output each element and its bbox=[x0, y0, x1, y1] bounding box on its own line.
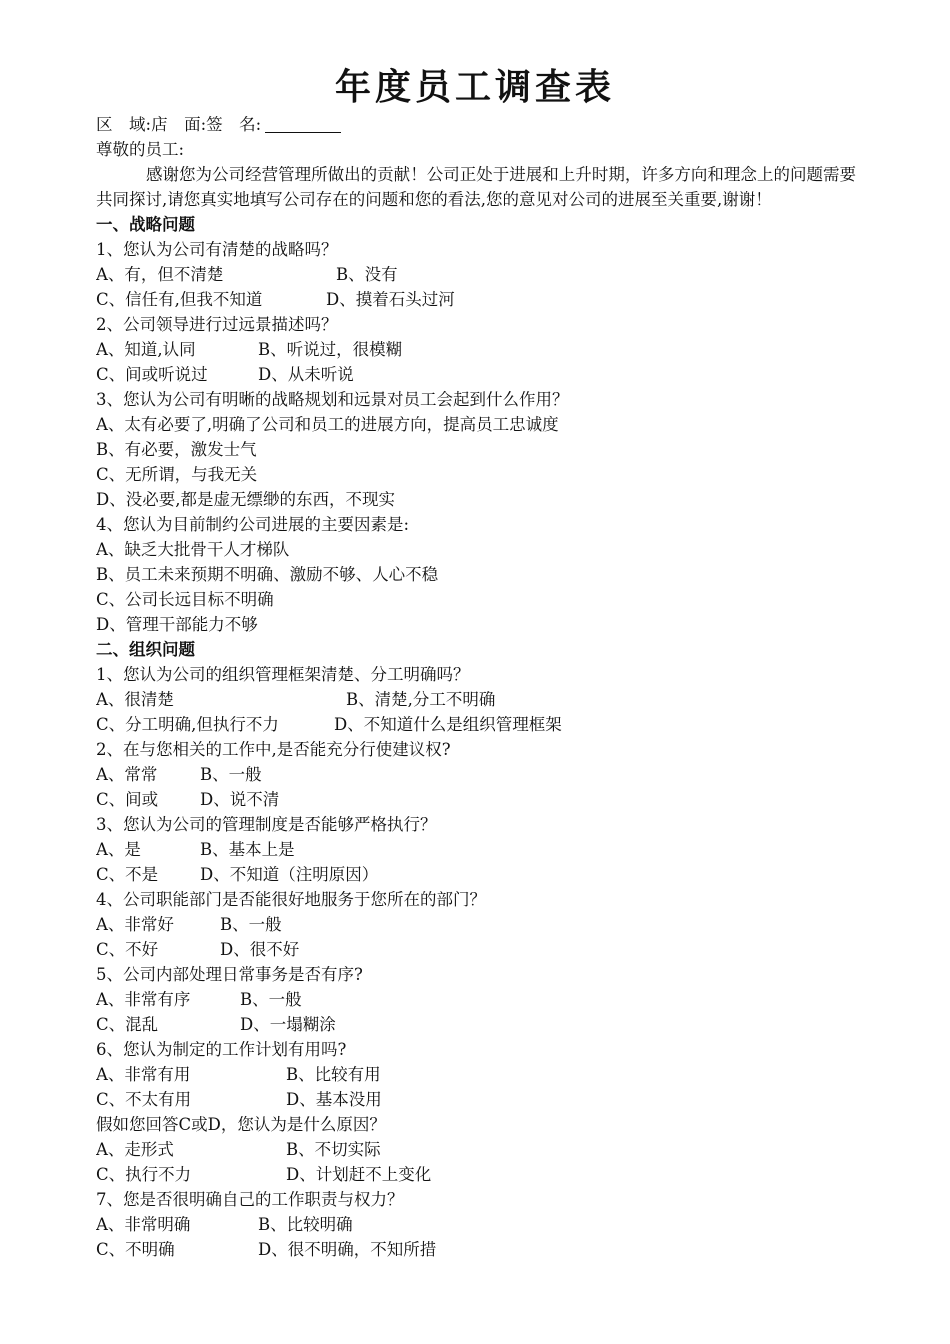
option-row bbox=[96, 362, 856, 387]
option-row bbox=[96, 1237, 856, 1262]
option[interactable]: C、不好 bbox=[96, 940, 159, 959]
option-row bbox=[96, 612, 856, 637]
region-label: 区 域: bbox=[96, 115, 152, 134]
option-row bbox=[96, 1062, 856, 1087]
option[interactable]: C、不是 bbox=[96, 865, 159, 884]
option[interactable]: D、不知道什么是组织管理框架 bbox=[334, 715, 562, 734]
header-fields bbox=[96, 112, 856, 137]
option-row bbox=[96, 437, 856, 462]
option[interactable]: C、不明确 bbox=[96, 1240, 175, 1259]
option[interactable]: B、不切实际 bbox=[286, 1140, 381, 1159]
option[interactable]: C、不太有用 bbox=[96, 1090, 192, 1109]
option-row bbox=[96, 762, 856, 787]
question-text: 6、您认为制定的工作计划有用吗? bbox=[96, 1040, 347, 1059]
option[interactable]: A、太有必要了,明确了公司和员工的进展方向，提高员工忠诚度 bbox=[96, 415, 559, 434]
survey-body bbox=[96, 112, 856, 1262]
question-text: 3、您认为公司有明晰的战略规划和远景对员工会起到什么作用？ bbox=[96, 390, 569, 409]
section-heading-strategy: 一、战略问题 bbox=[96, 215, 195, 234]
option[interactable]: B、一般 bbox=[200, 765, 262, 784]
option[interactable]: B、比较有用 bbox=[286, 1065, 381, 1084]
question-text: 5、公司内部处理日常事务是否有序? bbox=[96, 965, 363, 984]
question-text: 2、公司领导进行过远景描述吗？ bbox=[96, 315, 338, 334]
option-row bbox=[96, 1087, 856, 1112]
option[interactable]: D、不知道（注明原因） bbox=[200, 865, 379, 884]
option[interactable]: A、知道,认同 bbox=[96, 340, 196, 359]
option-row bbox=[96, 262, 856, 287]
option[interactable]: B、没有 bbox=[336, 265, 398, 284]
option-row bbox=[96, 1212, 856, 1237]
option-row bbox=[96, 787, 856, 812]
question-text: 7、您是否很明确自己的工作职责与权力？ bbox=[96, 1190, 404, 1209]
option-row bbox=[96, 712, 856, 737]
option[interactable]: D、没必要,都是虚无缥缈的东西，不现实 bbox=[96, 490, 395, 509]
option[interactable]: A、走形式 bbox=[96, 1140, 174, 1159]
option[interactable]: D、很不明确，不知所措 bbox=[258, 1240, 437, 1259]
option[interactable]: D、很不好 bbox=[220, 940, 300, 959]
option[interactable]: D、基本没用 bbox=[286, 1090, 382, 1109]
option-row bbox=[96, 587, 856, 612]
question-text: 2、在与您相关的工作中,是否能充分行使建议权? bbox=[96, 740, 451, 759]
option[interactable]: A、有，但不清楚 bbox=[96, 265, 224, 284]
option-row bbox=[96, 562, 856, 587]
page-title: 年度员工调查表 bbox=[334, 67, 615, 108]
option[interactable]: A、很清楚 bbox=[96, 690, 174, 709]
option[interactable]: D、一塌糊涂 bbox=[240, 1015, 336, 1034]
section-heading-organization: 二、组织问题 bbox=[96, 640, 195, 659]
option[interactable]: C、间或听说过 bbox=[96, 365, 208, 384]
question-text: 1、您认为公司有清楚的战略吗？ bbox=[96, 240, 338, 259]
signature-blank[interactable] bbox=[265, 114, 341, 133]
intro-paragraph: 感谢您为公司经营管理所做出的贡献！公司正处于进展和上升时期，许多方向和理念上的问题需要共同探讨,请您真实地填写公司存在的问题和您的看法,您的意见对公司的进展至关重要,谢谢！ bbox=[96, 165, 856, 209]
option[interactable]: C、分工明确,但执行不力 bbox=[96, 715, 279, 734]
option-row bbox=[96, 987, 856, 1012]
option[interactable]: B、基本上是 bbox=[200, 840, 295, 859]
option[interactable]: C、执行不力 bbox=[96, 1165, 192, 1184]
option-row bbox=[96, 837, 856, 862]
option-row bbox=[96, 1012, 856, 1037]
option-row bbox=[96, 537, 856, 562]
option[interactable]: B、员工未来预期不明确、激励不够、人心不稳 bbox=[96, 565, 439, 584]
sign-label: 签 名: bbox=[206, 115, 262, 134]
option-row bbox=[96, 287, 856, 312]
option[interactable]: B、一般 bbox=[220, 915, 282, 934]
option[interactable]: B、清楚,分工不明确 bbox=[346, 690, 496, 709]
option[interactable]: A、缺乏大批骨干人才梯队 bbox=[96, 540, 290, 559]
option[interactable]: D、计划赶不上变化 bbox=[286, 1165, 432, 1184]
option[interactable]: C、混乱 bbox=[96, 1015, 159, 1034]
option-row bbox=[96, 487, 856, 512]
question-text: 4、您认为目前制约公司进展的主要因素是: bbox=[96, 515, 410, 534]
option[interactable]: C、无所谓，与我无关 bbox=[96, 465, 258, 484]
option[interactable]: A、非常好 bbox=[96, 915, 174, 934]
option[interactable]: D、从未听说 bbox=[258, 365, 354, 384]
question-text: 3、您认为公司的管理制度是否能够严格执行？ bbox=[96, 815, 437, 834]
option-row bbox=[96, 412, 856, 437]
question-text: 4、公司职能部门是否能很好地服务于您所在的部门？ bbox=[96, 890, 486, 909]
option[interactable]: D、说不清 bbox=[200, 790, 280, 809]
option-row bbox=[96, 687, 856, 712]
option[interactable]: D、摸着石头过河 bbox=[326, 290, 455, 309]
option[interactable]: B、听说过，很模糊 bbox=[258, 340, 403, 359]
option-row bbox=[96, 1137, 856, 1162]
option[interactable]: A、常常 bbox=[96, 765, 158, 784]
option[interactable]: B、一般 bbox=[240, 990, 302, 1009]
option[interactable]: A、非常有用 bbox=[96, 1065, 191, 1084]
greeting: 尊敬的员工: bbox=[96, 140, 185, 159]
option[interactable]: D、管理干部能力不够 bbox=[96, 615, 258, 634]
option[interactable]: C、公司长远目标不明确 bbox=[96, 590, 274, 609]
option-row bbox=[96, 862, 856, 887]
option-row bbox=[96, 462, 856, 487]
option[interactable]: A、非常明确 bbox=[96, 1215, 191, 1234]
option[interactable]: B、有必要，激发士气 bbox=[96, 440, 257, 459]
option-row bbox=[96, 937, 856, 962]
question-text: 假如您回答C或D，您认为是什么原因？ bbox=[96, 1115, 386, 1134]
option[interactable]: A、非常有序 bbox=[96, 990, 191, 1009]
store-label: 店 面: bbox=[151, 115, 207, 134]
option[interactable]: B、比较明确 bbox=[258, 1215, 353, 1234]
option-row bbox=[96, 337, 856, 362]
option-row bbox=[96, 1162, 856, 1187]
option-row bbox=[96, 912, 856, 937]
option[interactable]: C、信任有,但我不知道 bbox=[96, 290, 263, 309]
option[interactable]: A、是 bbox=[96, 840, 141, 859]
question-text: 1、您认为公司的组织管理框架清楚、分工明确吗？ bbox=[96, 665, 470, 684]
option[interactable]: C、间或 bbox=[96, 790, 159, 809]
